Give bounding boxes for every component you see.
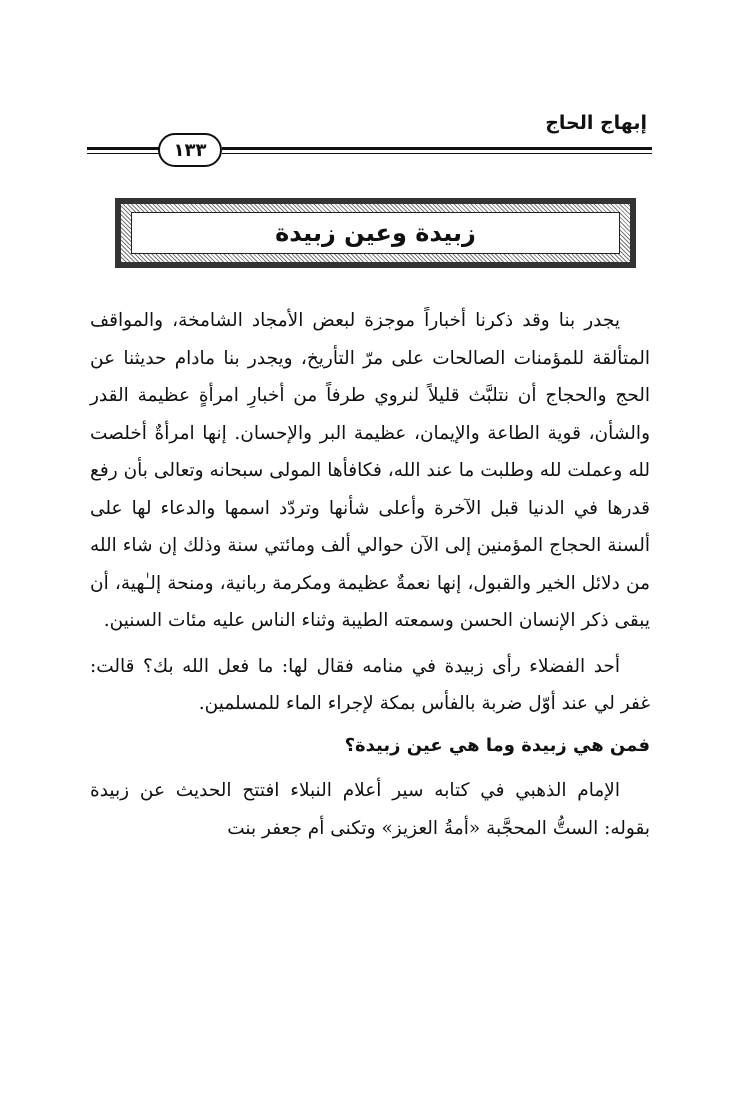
running-title: إبهاج الحاج bbox=[545, 112, 647, 134]
paragraph-dhahabi: الإمام الذهبي في كتابه سير أعلام النبلاء افتتح الحديث عن زبيدة بقوله: الستُّ المحجَّبة «أمةُ العزيز» وتكنى أم جعفر بنت bbox=[90, 780, 650, 839]
paragraph-intro: يجدر بنا وقد ذكرنا أخباراً موجزة لبعض الأمجاد الشامخة، والمواقف المتألقة للمؤمنات الصالحات على مرّ التأريخ، ويجدر بنا مادام حديثنا عن الحج والحجاج أن نتلبَّث قليلاً لنروي طرفاً من أخبارِ امرأةٍ عظيمة القدر والشأن، قوية الطاعة والإيمان، عظيمة البر والإحسان. إنها امرأةٌ أخلصت لله وعملت لله وطلبت ما عند الله، فكافأها المولى سبحانه وتعالى بأن رفع قدرها في الدنيا قبل الآخرة وأعلى شأنها وتردّد اسمها والدعاء لها على ألسنة الحجاج المؤمنين إلى الآن حوالي ألف ومائتي سنة وذلك إن شاء الله من دلائل الخير والقبول، إنها نعمةٌ عظيمة ومكرمة ربانية، ومنحة إلـٰهية، أن يبقى ذكر الإنسان الحسن وسمعته الطيبة وثناء الناس عليه مئات السنين. bbox=[90, 310, 650, 631]
header-rule-right-thin bbox=[222, 153, 652, 154]
section-question: فمن هي زبيدة وما هي عين زبيدة؟ bbox=[344, 734, 650, 756]
header-rule-left bbox=[87, 147, 159, 150]
body-text bbox=[90, 302, 650, 847]
header-rule-left-thin bbox=[87, 153, 159, 154]
chapter-title-frame bbox=[115, 198, 636, 268]
paragraph-dream: أحد الفضلاء رأى زبيدة في منامه فقال لها: ما فعل الله بك؟ قالت: غفر لي عند أوّل ضربة بالفأس بمكة لإجراء الماء للمسلمين. bbox=[90, 655, 650, 714]
page-number: ١٣٣ bbox=[158, 133, 222, 167]
chapter-title: زبيدة وعين زبيدة bbox=[131, 212, 620, 254]
header-rule-right bbox=[222, 147, 652, 150]
